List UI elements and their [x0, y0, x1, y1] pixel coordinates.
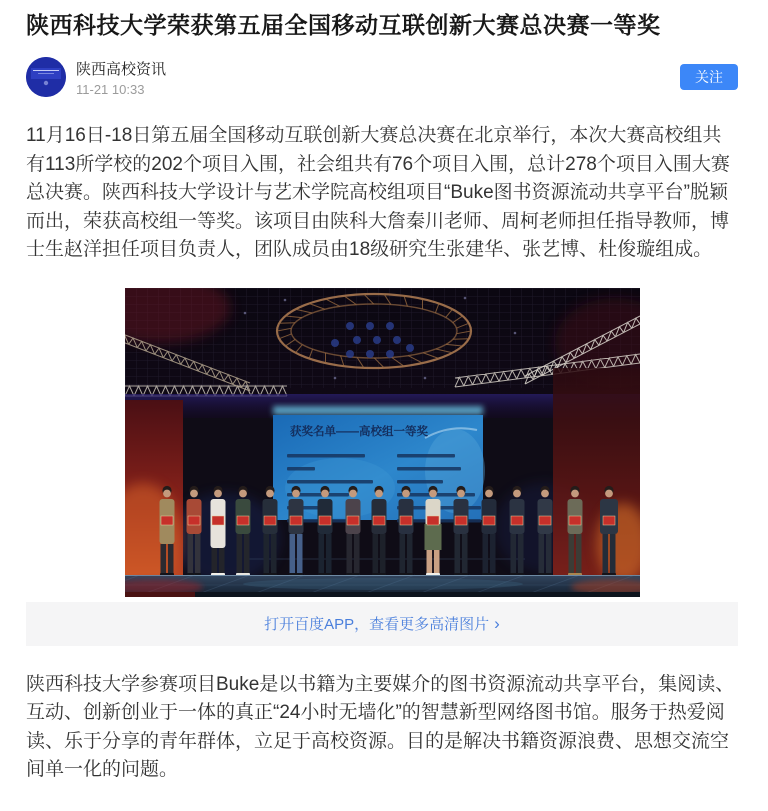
author-meta [76, 58, 166, 97]
chevron-right-icon: › [494, 614, 500, 634]
award-ceremony-photo-graphic [125, 288, 640, 597]
author-name[interactable]: 陕西高校资讯 [76, 60, 167, 78]
award-ceremony-photo[interactable] [125, 288, 640, 597]
paragraph-2: 陕西科技大学参赛项目Buke是以书籍为主要媒介的图书资源流动共享平台，集阅读、互动、创新创业于一体的真正“24小时无墙化”的智慧新型网络图书馆。服务于热爱阅读、乐于分享的青年群体，立足于高校资源。目的是解决书籍资源浪费、思想交流空间单一化的问题。 [26, 673, 735, 781]
follow-button[interactable]: 关注 [680, 64, 738, 90]
publish-timestamp: 11-21 10:33 [76, 81, 145, 97]
avatar-logo-icon [26, 57, 66, 97]
author-row [26, 57, 738, 97]
stage-floor [125, 575, 640, 597]
open-baidu-app-link[interactable]: 打开百度APP，查看更多高清图片 [264, 616, 490, 634]
screen-award-list-title: 获奖名单——高校组一等奖 [289, 425, 428, 438]
image-caption-bar[interactable] [26, 602, 738, 646]
article-title: 陕西科技大学荣获第五届全国移动互联创新大赛总决赛一等奖 [26, 12, 661, 38]
author-avatar[interactable] [26, 57, 66, 97]
paragraph-1: 11月16日-18日第五届全国移动互联创新大赛总决赛在北京举行，本次大赛高校组共有113所学校的202个项目入围，社会组共有76个项目入围，总计278个项目入围大赛总决赛。陕西科技大学设计与艺术学院高校组项目“Buke图书资源流动共享平台”脱颖而出，荣获高校组一等奖。该项目由陕科大詹秦川老师、周柯老师担任指导教师，博士生赵洋担任项目负责人，团队成员由18级研究生张建华、张艺博、杜俊璇组成。 [26, 125, 730, 261]
article-image-figure [26, 288, 738, 646]
